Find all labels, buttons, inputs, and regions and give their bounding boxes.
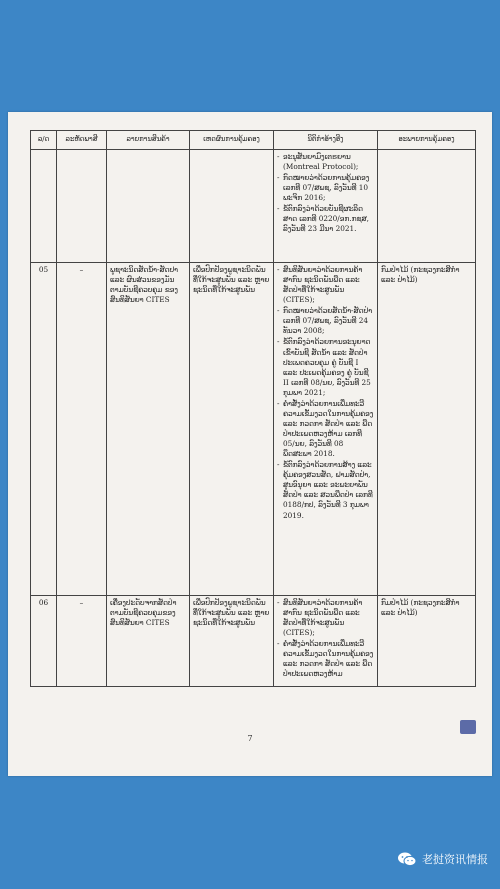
- legal-reference-item: - ຄຳສັ່ງວ່າດ້ວຍການເພີ່ມທະວີຄວາມເຂັ້ມງວດໃນການຄຸ້ມຄອງ ແລະ ກວດກາ ສັດປ່າ ແລະ ພືດປ່າປະເພດຫວງຫ້າມ ເລກທີ 05/ນຍ, ລົງວັນທີ 08 ພຶດສະພາ 2018.: [277, 399, 374, 459]
- stamp-mark: [460, 720, 476, 734]
- legal-reference-item: - ອະນຸສັນຍາມົງເຕຣຍານ (Montreal Protocol);: [277, 152, 374, 172]
- responsible-authority: ກົມປ່າໄມ້ (ກະຊວງກະສິກຳ ແລະ ປ່າໄມ້): [378, 263, 476, 596]
- tariff-code: –: [57, 263, 107, 596]
- table-row: [31, 150, 476, 263]
- table-row: [31, 263, 476, 596]
- legal-reference-item: - ຂໍ້ຕົກລົງວ່າດ້ວຍການສ້າງ ແລະ ຄຸ້ມຄອງສວນສັດ, ຟາມສັດປ່າ, ສູນອົນຸຍາ ແລະ ອະພະຍາພັນສັດປ່າ ແລະ ສວນພືດປ່າ ເລກທີ 0188/ກປ, ລົງວັນທີ 3 ກຸມພາ 2019.: [277, 460, 374, 520]
- tariff-code: –: [57, 596, 107, 687]
- header-item: ລາຍການສິນຄ້າ: [107, 131, 190, 150]
- legal-reference-item: - ກົດໝາຍວ່າດ້ວຍສັດນ້ຳ-ສັດປ່າ ເລກທີ 07/ສພຊ, ລົງວັນທີ 24 ທັນວາ 2008;: [277, 306, 374, 336]
- responsible-authority: ກົມປ່າໄມ້ (ກະຊວງກະສິກຳ ແລະ ປ່າໄມ້): [378, 596, 476, 687]
- legal-reference-cell: [274, 596, 378, 687]
- document-page: [8, 112, 492, 776]
- header-authority: ອະພາຍການຄຸ້ມຄອງ: [378, 131, 476, 150]
- legal-reference-cell: [274, 150, 378, 263]
- watermark: [397, 851, 488, 867]
- header-tariff-code: ລະຫັດພາສີ: [57, 131, 107, 150]
- legal-reference-item: - ສົນທິສັນຍາວ່າດ້ວຍການຄ້າສາກົນ ຊະນິດພັນພືດ ແລະ ສັດປ່າທີ່ໃກ້ຈະສູນພັນ (CITES);: [277, 598, 374, 638]
- control-reason: ເພື່ອປົກປ້ອງພູຊາະນິດພັນທີ່ໃກ້ຈະສູນພັນ ແລະ ຫຼາຍຊະນິດທີ່ໃກ້ຈະສູນພັນ: [190, 596, 274, 687]
- legal-reference-item: - ສົນທິສັນຍາວ່າດ້ວຍການຄ້າສາກົນ ຊະນິດພັນພືດ ແລະ ສັດປ່າທີ່ໃກ້ຈະສູນພັນ (CITES);: [277, 265, 374, 305]
- item-description: ພູຊາະນິດສັດນ້ຳ-ສັດປາ ແລະ ຜົນສ່ວນຂອງມັນ ຕາມບັນຊີຄວບຄຸມ ຂອງ ສົນທິສັນຍາ CITES: [107, 263, 190, 596]
- row-number: 05: [31, 263, 57, 596]
- legal-reference-item: - ກົດໝາຍວ່າດ້ວຍການຄຸ້ມຄອງ ເລກທີ 07/ສພຊ, ລົງວັນທີ 10 ພະຈິກ 2016;: [277, 173, 374, 203]
- header-legal-reference: ນິຕິກຳອ້າງອີງ: [274, 131, 378, 150]
- regulation-table: [30, 130, 476, 687]
- legal-reference-item: - ຂໍ້ຕົກລົງວ່າດ້ວຍບັນຊີຜະລິດສາດ ເລກທີ 0220/ອກ.ກຊສ, ລົງວັນທີ 23 ມີນາ 2021.: [277, 204, 374, 234]
- row-number: 06: [31, 596, 57, 687]
- control-reason: ເພື່ອປົກປ້ອງພູຊາະນິດພັນທີ່ໃກ້ຈະສູນພັນ ແລະ ຫຼາຍຊະນິດທີ່ໃກ້ຈະສູນພັນ: [190, 263, 274, 596]
- header-no: ລ/ດ: [31, 131, 57, 150]
- legal-reference-item: - ຂໍ້ຕົກລົງວ່າດ້ວຍການອະນຸຍາດເຂົ້າບັນຊີ ສັດນ້ຳ ແລະ ສັດປ່າປະເພດຄວບຄຸມ ຄູ່ ບັນຊີ I ແລະ ປະເພດຄຸ້ມຄອງ ຄູ່ ບັນຊີ II ເລກທີ 08/ນຍ, ລົງວັນທີ 25 ກຸມພາ 2021;: [277, 337, 374, 397]
- legal-reference-cell: [274, 263, 378, 596]
- header-reason: ເຫດຜົນການຄຸ້ມຄອງ: [190, 131, 274, 150]
- item-description: ເຄື່ອງປະດັບຈາກສັດປ່າຕາມບັນຊີຄວບຄຸມຂອງສົນທິສັນຍາ CITES: [107, 596, 190, 687]
- table-row: [31, 596, 476, 687]
- page-number: 7: [247, 734, 253, 743]
- wechat-icon: [397, 851, 417, 867]
- legal-reference-item: - ຄຳສັ່ງວ່າດ້ວຍການເພີ່ມທະວີຄວາມເຂັ້ມງວດໃນການຄຸ້ມຄອງ ແລະ ກວດກາ ສັດປ່າ ແລະ ພືດປ່າປະເພດຫວງຫ້າມ: [277, 639, 374, 679]
- watermark-text: 老挝资讯情报: [422, 853, 488, 866]
- table-header-row: [31, 131, 476, 150]
